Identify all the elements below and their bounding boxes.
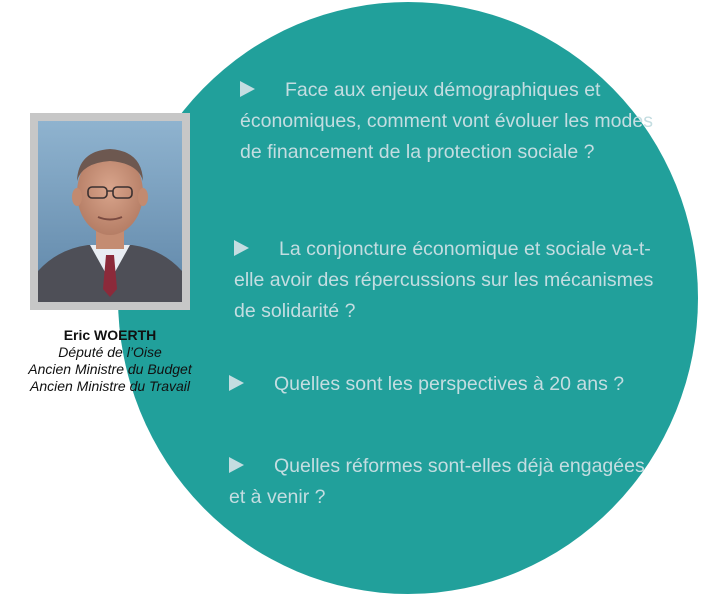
person-caption (0, 327, 220, 395)
person-role: Ancien Ministre du Budget (28, 361, 192, 377)
question-item (234, 234, 664, 327)
question-item (240, 75, 660, 168)
question-text: La conjoncture économique et sociale va-t-elle avoir des répercussions sur les mécanismes de solidarité ? (234, 238, 654, 322)
question-item (229, 451, 649, 513)
question-text: Face aux enjeux démographiques et économiques, comment vont évoluer les modes de financement de la protection sociale ? (240, 79, 653, 163)
person-role: Ancien Ministre du Travail (29, 378, 191, 394)
question-text: Quelles sont les perspectives à 20 ans ? (274, 373, 625, 395)
triangle-right-icon (234, 240, 249, 256)
triangle-right-icon (229, 375, 244, 391)
triangle-right-icon (240, 81, 255, 97)
question-text: Quelles réformes sont-elles déjà engagées et à venir ? (229, 455, 645, 508)
triangle-right-icon (229, 457, 244, 473)
portrait-photo (38, 121, 182, 302)
portrait-frame (30, 113, 190, 310)
question-item (229, 369, 689, 400)
person-role: Député de l’Oise (58, 344, 162, 360)
person-name: Eric WOERTH (63, 327, 157, 343)
